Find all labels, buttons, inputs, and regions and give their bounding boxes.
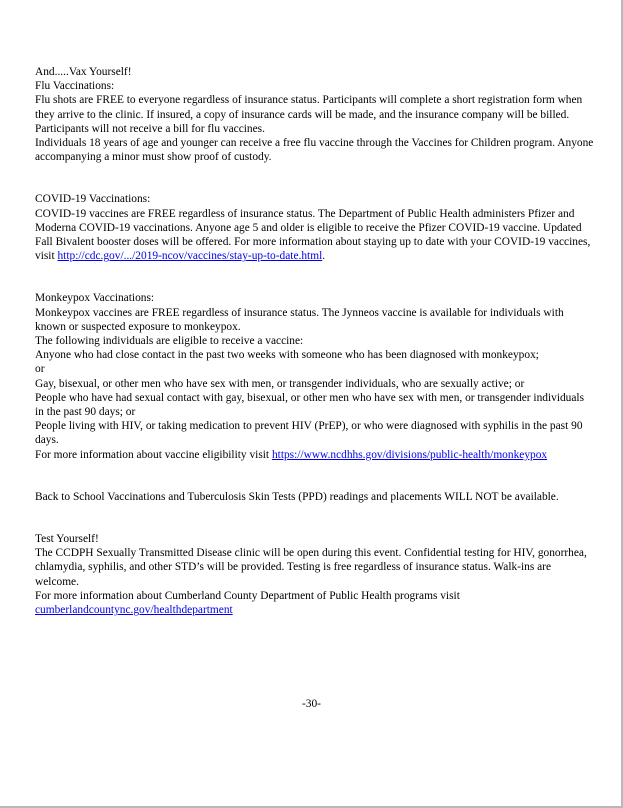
eligibility-item-2: Gay, bisexual, or other men who have sex with men, or transgender individuals, who are sexually active; or — [35, 377, 525, 390]
monkeypox-info — [35, 448, 595, 462]
school-section — [35, 490, 595, 504]
spacer — [35, 504, 595, 532]
spacer — [35, 164, 595, 192]
test-heading: Test Yourself! — [35, 533, 99, 546]
ncdhhs-link[interactable]: https://www.ncdhhs.gov/divisions/public-health/monkeypox — [271, 448, 548, 461]
monkeypox-paragraph-1: Monkeypox vaccines are FREE regardless of insurance status. The Jynneos vaccine is available for individuals with known or suspected exposure to monkeypox. — [35, 306, 564, 333]
page-content — [35, 65, 595, 617]
covid-text: COVID-19 vaccines are FREE regardless of insurance status. The Department of Public Health administers Pfizer and Moderna COVID-19 vaccinations. Anyone age 5 and older is eligible to receive the Pfizer COVID-19 vaccine. Updated Fall Bivalent booster doses will be offered. For more information about staying up to date with your COVID-19 vaccines, visit — [35, 207, 591, 263]
monkeypox-heading: Monkeypox Vaccinations: — [35, 292, 155, 305]
monkeypox-section — [35, 291, 595, 461]
test-link-line — [35, 603, 595, 617]
school-notice: Back to School Vaccinations and Tuberculosis Skin Tests (PPD) readings and placements WILL NOT be available. — [35, 490, 559, 503]
flu-paragraph-2: Individuals 18 years of age and younger can receive a free flu vaccine through the Vaccines for Children program. Anyone accompanying a minor must show proof of custody. — [35, 137, 594, 164]
flu-heading: Flu Vaccinations: — [35, 80, 115, 93]
test-paragraph-2: For more information about Cumberland County Department of Public Health programs visit — [35, 589, 460, 602]
eligibility-item-4: People living with HIV, or taking medication to prevent HIV (PrEP), or who were diagnosed with syphilis in the past 90 days. — [35, 420, 583, 447]
eligibility-item-1: Anyone who had close contact in the past two weeks with someone who has been diagnosed with monkeypox; — [35, 349, 539, 362]
page-number: -30- — [302, 698, 321, 710]
covid-heading: COVID-19 Vaccinations: — [35, 193, 151, 206]
covid-paragraph — [35, 207, 595, 264]
covid-section — [35, 192, 595, 263]
spacer — [35, 462, 595, 490]
test-paragraph-1: The CCDPH Sexually Transmitted Disease clinic will be open during this event. Confidential testing for HIV, gonorrhea, chlamydia, syphilis, and other STD’s will be provided. Testing is free regardless of insurance status. Walk-ins are welcome. — [35, 547, 587, 588]
eligibility-item-3: People who have had sexual contact with gay, bisexual, or other men who have sex with men, or transgender individuals in the past 90 days; or — [35, 391, 585, 419]
covid-period: . — [322, 250, 326, 263]
intro-heading: And.....Vax Yourself! — [35, 66, 132, 78]
test-section — [35, 532, 595, 617]
flu-paragraph-1: Flu shots are FREE to everyone regardless of insurance status. Participants will complete a short registration form when they arrive to the clinic. If insured, a copy of insurance cards will be made, and the insurance company will be billed. Participants will not receive a bill for flu vaccines. — [35, 94, 583, 135]
flu-section — [35, 65, 595, 164]
monkeypox-info-text: For more information about vaccine eligibility visit — [35, 448, 272, 461]
spacer — [35, 263, 595, 291]
health-department-link[interactable]: cumberlandcountync.gov/healthdepartment — [35, 604, 233, 617]
eligibility-or: or — [35, 363, 45, 376]
covid-cdc-link[interactable]: http://cdc.gov/.../2019-ncov/vaccines/stay-up-to-date.html — [57, 250, 323, 263]
monkeypox-paragraph-2: The following individuals are eligible to receive a vaccine: — [35, 335, 304, 348]
